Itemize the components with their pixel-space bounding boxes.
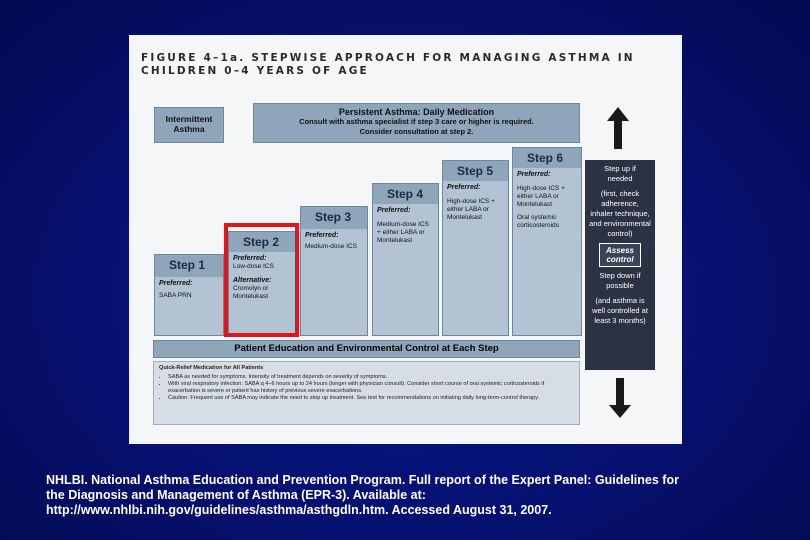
step-4-box xyxy=(372,183,439,336)
step-1-preferred-text: SABA PRN xyxy=(159,292,192,299)
step-3-body xyxy=(301,229,367,335)
quick-relief-item: • Caution: Frequent use of SABA may indicate the need to step up treatment. See text for recommendations on initiating daily long-term-control therapy. xyxy=(168,395,574,402)
step-3-title: Step 3 xyxy=(315,210,352,224)
step-up-text: Step up if needed xyxy=(604,164,636,183)
step-2-preferred-label: Preferred: xyxy=(233,255,267,262)
step-6-alternative-text: Oral systemic corticosteroids xyxy=(517,214,559,229)
figure-title-line-2: CHILDREN 0–4 YEARS OF AGE xyxy=(141,65,369,77)
quick-relief-header: Quick-Relief Medication for All Patients xyxy=(159,365,264,371)
step-guidance-panel xyxy=(585,160,655,370)
intermittent-asthma-box xyxy=(154,107,224,143)
stepwise-figure xyxy=(129,35,682,444)
persistent-asthma-subtext-1: Consult with asthma specialist if step 3 care or higher is required. xyxy=(299,117,534,126)
quick-relief-item: • SABA as needed for symptoms. Intensity of treatment depends on severity of symptoms. xyxy=(168,374,574,381)
step-down-arrow-icon xyxy=(609,378,631,418)
persistent-asthma-box xyxy=(253,103,580,143)
citation-line-1: NHLBI. National Asthma Education and Prevention Program. Full report of the Expert Panel: Guidelines for xyxy=(46,473,679,487)
quick-relief-list xyxy=(159,374,574,402)
step-4-title: Step 4 xyxy=(387,187,424,201)
step-5-box xyxy=(442,160,509,336)
citation-line-2: the Diagnosis and Management of Asthma (EPR-3). Available at: xyxy=(46,488,426,502)
step-6-preferred-text: High-dose ICS + either LABA or Montelukast xyxy=(517,185,565,208)
patient-education-bar: Patient Education and Environmental Control at Each Step xyxy=(153,340,580,358)
quick-relief-item: • With viral respiratory infection: SABA q 4–6 hours up to 24 hours (longer with physician consult). Consider short course of oral systemic corticosteroids if exacerbation is severe or patient has history of previous severe exacerbations. xyxy=(168,381,574,395)
step-2-alternative-label: Alternative: xyxy=(233,277,272,284)
step-5-title: Step 5 xyxy=(457,164,494,178)
step-5-body xyxy=(443,181,508,335)
step-1-box xyxy=(154,254,224,336)
step-6-title: Step 6 xyxy=(527,151,564,165)
step-6-box xyxy=(512,147,582,336)
figure-title xyxy=(141,52,671,78)
step-1-preferred-label: Preferred: xyxy=(159,280,193,287)
step-4-preferred-label: Preferred: xyxy=(377,207,411,214)
citation-line-3: http://www.nhlbi.nih.gov/guidelines/asthma/asthgdln.htm. Accessed August 31, 2007. xyxy=(46,503,552,517)
citation-caption xyxy=(46,473,786,518)
assess-control-label: Assess control xyxy=(599,243,641,267)
persistent-asthma-header: Persistent Asthma: Daily Medication xyxy=(338,107,495,117)
step-3-preferred-label: Preferred: xyxy=(305,232,339,239)
step-2-preferred-text: Low-dose ICS xyxy=(233,263,274,270)
step-6-body xyxy=(513,168,581,335)
quick-relief-box xyxy=(153,361,580,425)
step-2-alternative-text: Cromolyn or Montelukast xyxy=(233,285,269,300)
persistent-asthma-subtext-2: Consider consultation at step 2. xyxy=(359,127,474,136)
step-1-body xyxy=(155,277,223,335)
step-3-preferred-text: Medium-dose ICS xyxy=(305,243,358,250)
figure-title-line-1: FIGURE 4–1a. STEPWISE APPROACH FOR MANAGING ASTHMA IN xyxy=(141,52,635,64)
intermittent-asthma-label: Intermittent Asthma xyxy=(165,114,213,134)
step-up-detail: (first, check adherence, inhaler technique, and environmental control) xyxy=(589,189,651,238)
step-down-text: Step down if possible xyxy=(599,271,641,290)
step-2-title: Step 2 xyxy=(243,235,280,249)
step-5-preferred-label: Preferred: xyxy=(447,184,481,191)
step-up-arrow-icon xyxy=(607,107,629,149)
step-5-preferred-text: High-dose ICS + either LABA or Montelukast xyxy=(447,198,495,221)
step-1-title: Step 1 xyxy=(169,258,206,272)
step-2-highlight xyxy=(224,223,299,337)
step-3-box xyxy=(300,206,368,336)
step-4-preferred-text: Medium-dose ICS + either LABA or Montelukast xyxy=(377,221,430,244)
step-6-preferred-label: Preferred: xyxy=(517,171,551,178)
step-4-body xyxy=(373,204,438,335)
step-down-detail: (and asthma is well controlled at least 3 months) xyxy=(592,296,648,325)
